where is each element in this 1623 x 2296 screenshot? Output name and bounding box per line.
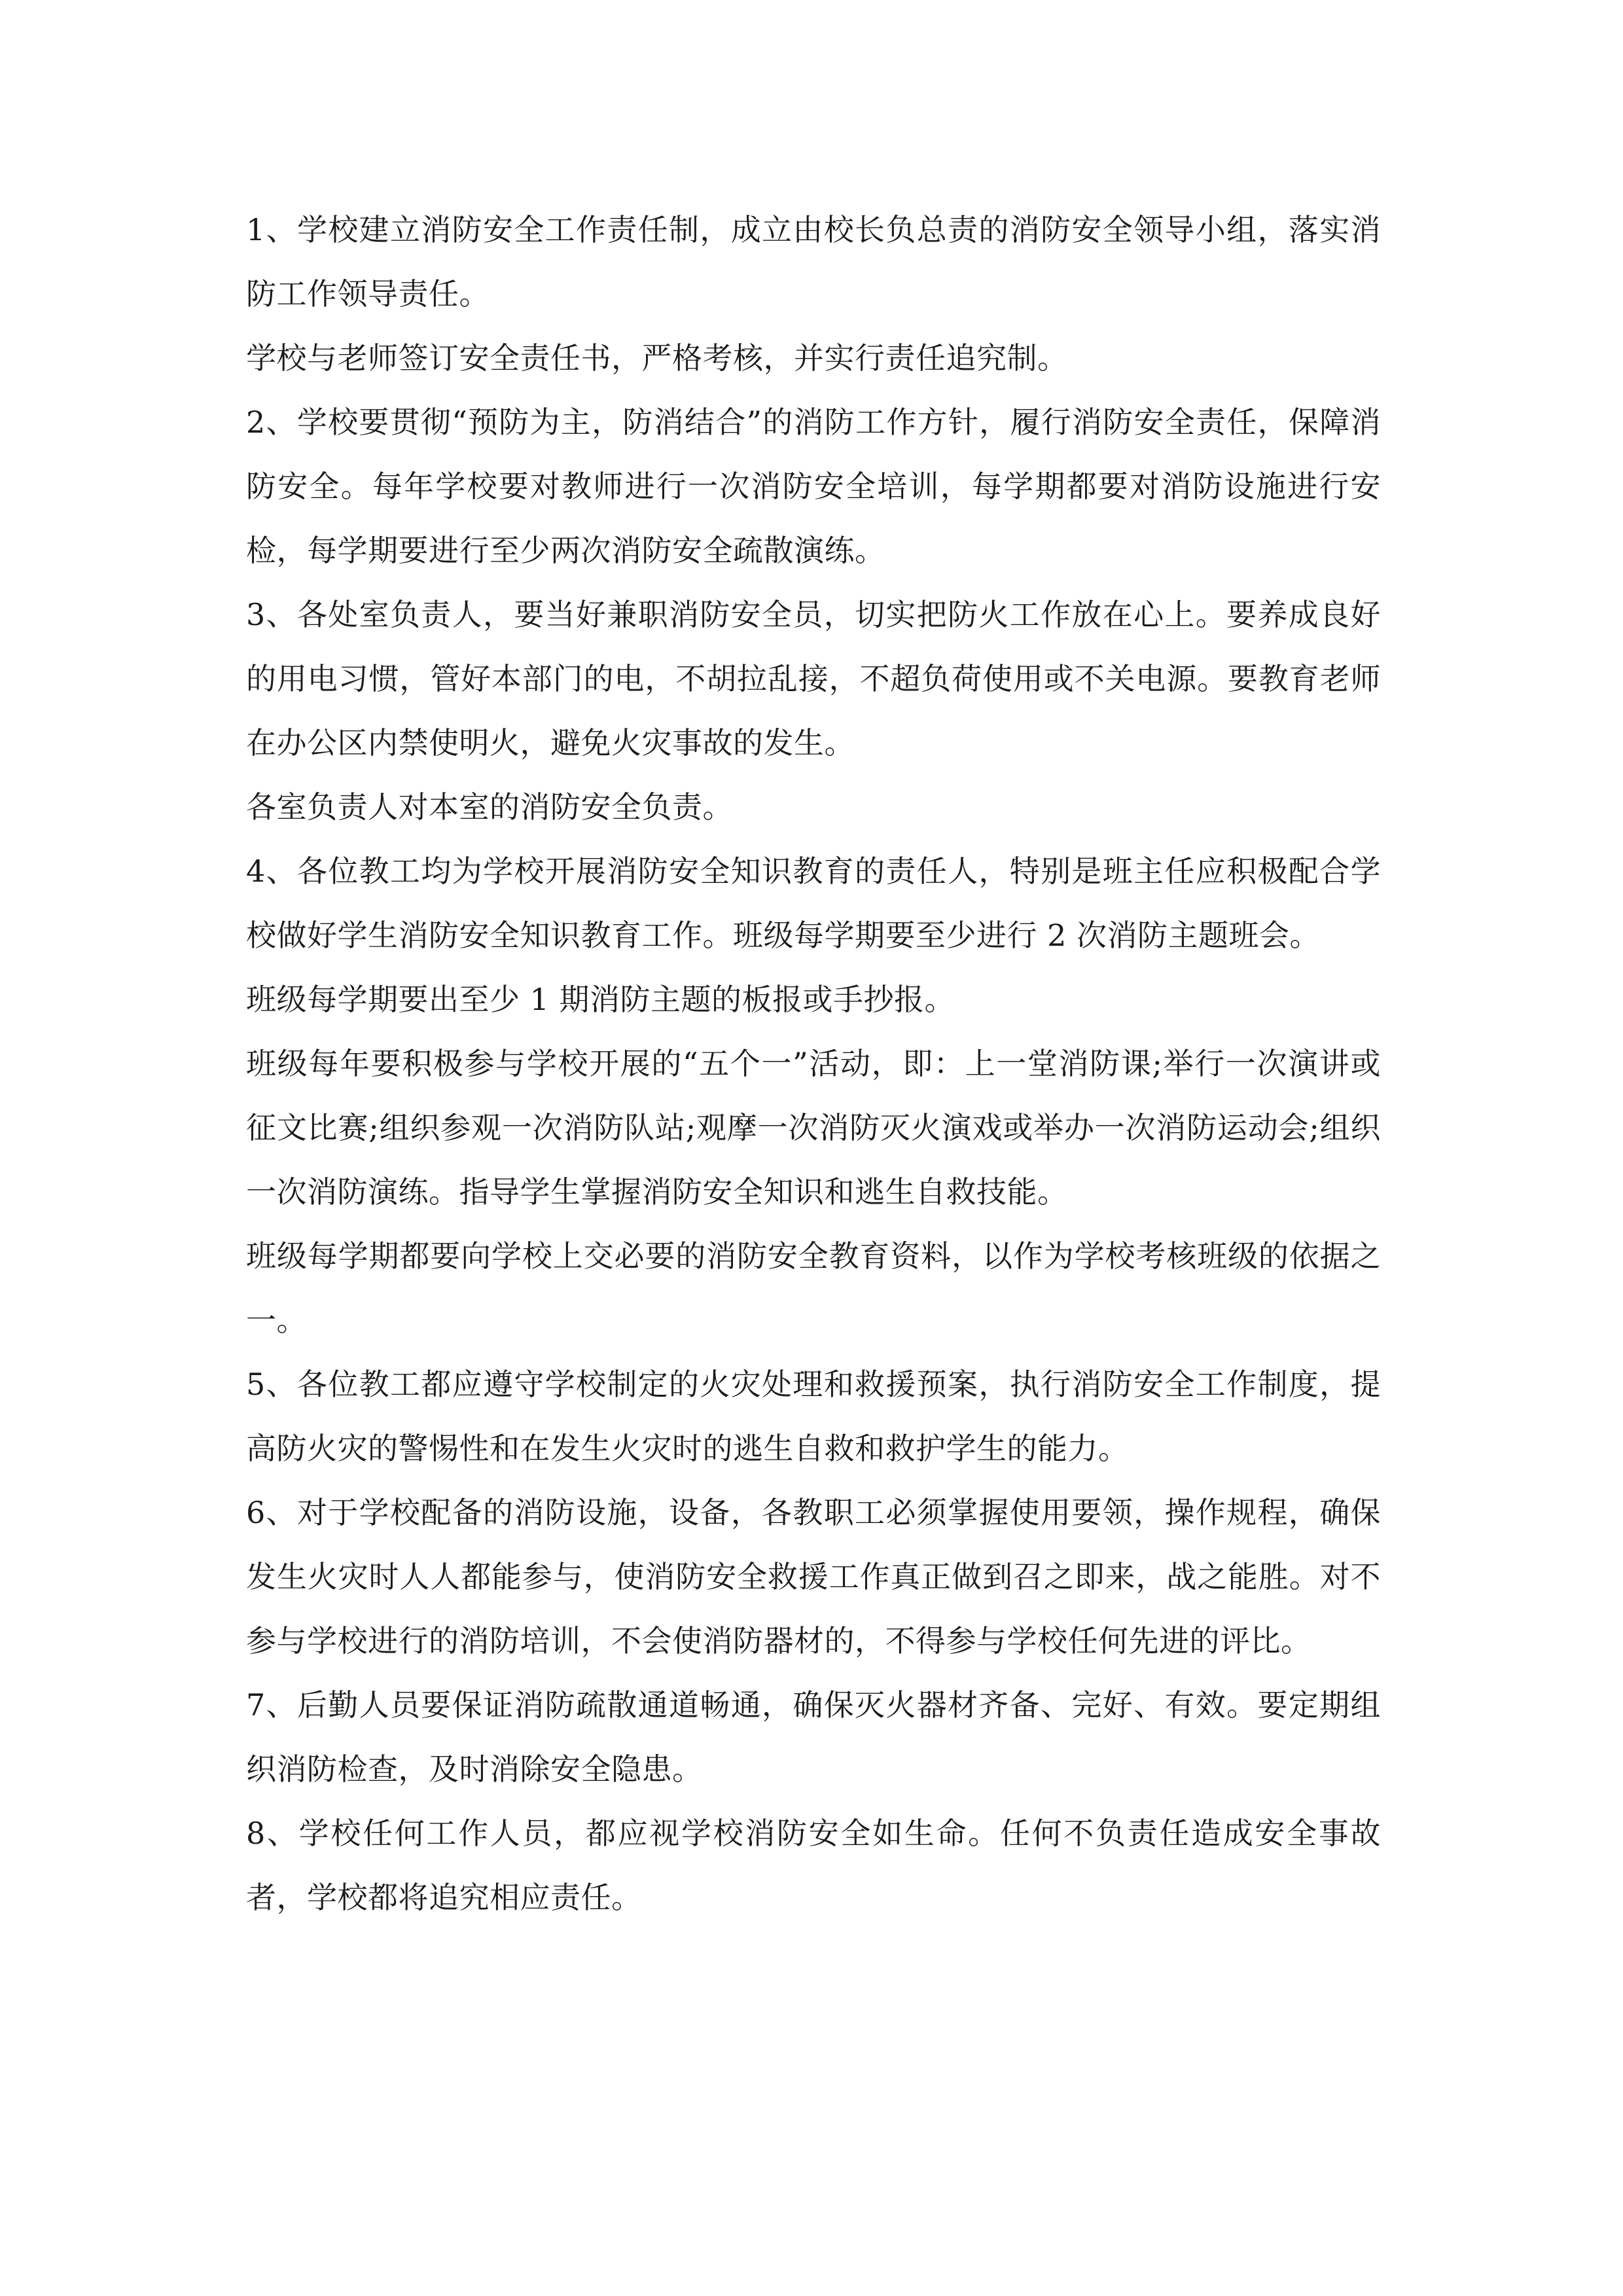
paragraph-9: 班级每学期都要向学校上交必要的消防安全教育资料，以作为学校考核班级的依据之一。 [246,1238,1381,1338]
paragraph-12: 7、后勤人员要保证消防疏散通道畅通，确保灭火器材齐备、完好、有效。要定期组织消防检查，及时消除安全隐患。 [246,1687,1381,1787]
paragraph-10: 5、各位教工都应遵守学校制定的火灾处理和救援预案，执行消防安全工作制度，提高防火灾的警惕性和在发生火灾时的逃生自救和救护学生的能力。 [246,1367,1381,1466]
paragraph-5: 各室负责人对本室的消防安全负责。 [246,789,733,825]
paragraph-11: 6、对于学校配备的消防设施，设备，各教职工必须掌握使用要领，操作规程，确保发生火灾时人人都能参与，使消防安全救援工作真正做到召之即来，战之能胜。对不参与学校进行的消防培训，不会使消防器材的，不得参与学校任何先进的评比。 [246,1495,1381,1659]
paragraph-4: 3、各处室负责人，要当好兼职消防安全员，切实把防火工作放在心上。要养成良好的用电习惯，管好本部门的电，不胡拉乱接，不超负荷使用或不关电源。要教育老师在办公区内禁使明火，避免火灾事故的发生。 [246,597,1381,761]
paragraph-6: 4、各位教工均为学校开展消防安全知识教育的责任人，特别是班主任应积极配合学校做好学生消防安全知识教育工作。班级每学期要至少进行 2 次消防主题班会。 [246,853,1381,953]
paragraph-13: 8、学校任何工作人员，都应视学校消防安全如生命。任何不负责任造成安全事故者，学校都将追究相应责任。 [246,1816,1381,1915]
document-body [246,198,1381,1929]
paragraph-1: 1、学校建立消防安全工作责任制，成立由校长负总责的消防安全领导小组，落实消防工作领导责任。 [246,212,1381,312]
paragraph-7: 班级每学期要出至少 1 期消防主题的板报或手抄报。 [246,982,955,1017]
paragraph-3: 2、学校要贯彻“预防为主，防消结合”的消防工作方针，履行消防安全责任，保障消防安全。每年学校要对教师进行一次消防安全培训，每学期都要对消防设施进行安检，每学期要进行至少两次消防安全疏散演练。 [246,404,1381,568]
paragraph-2: 学校与老师签订安全责任书，严格考核，并实行责任追究制。 [246,340,1068,376]
paragraph-8: 班级每年要积极参与学校开展的“五个一”活动，即：上一堂消防课;举行一次演讲或征文比赛;组织参观一次消防队站;观摩一次消防灭火演戏或举办一次消防运动会;组织一次消防演练。指导学生掌握消防安全知识和逃生自救技能。 [246,1046,1381,1210]
